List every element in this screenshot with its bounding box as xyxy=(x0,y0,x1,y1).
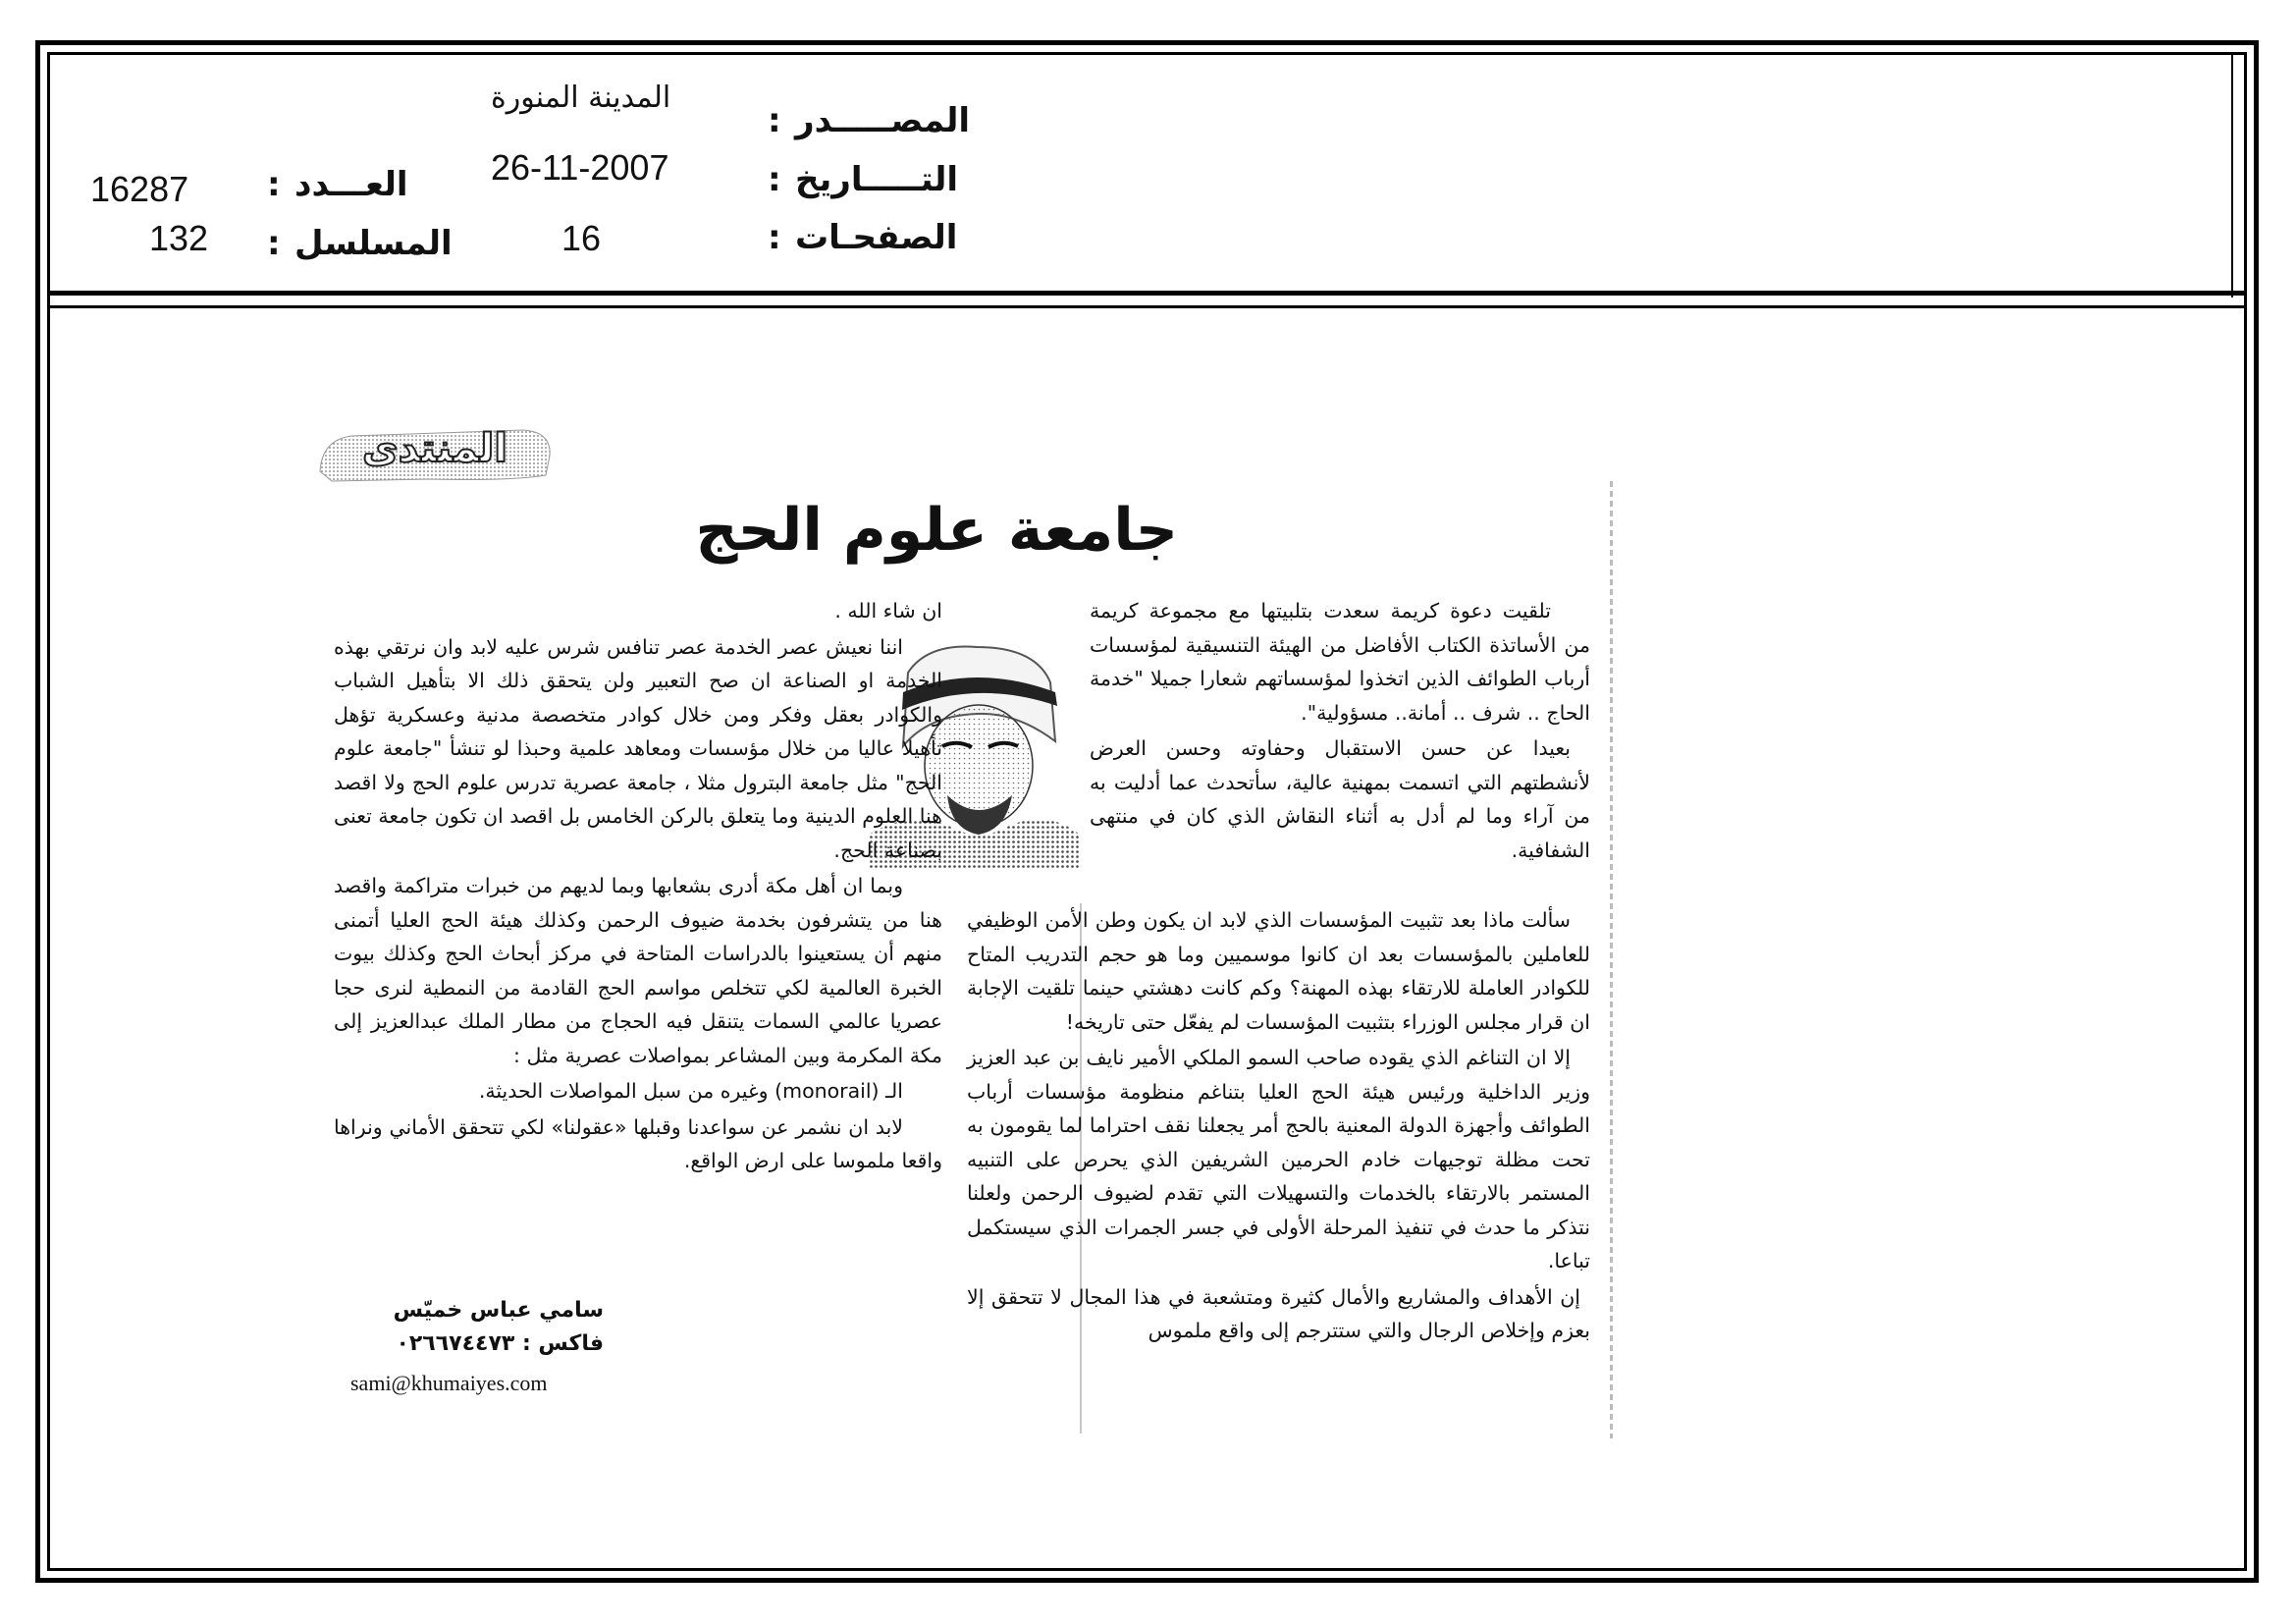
article-column-right xyxy=(1090,594,1590,869)
serial-label: المسلسل xyxy=(294,224,453,263)
date-label: التـــــاريخ xyxy=(795,160,959,199)
article-column-right-lower xyxy=(967,903,1590,1350)
pages-label: الصفحـات xyxy=(795,218,958,257)
source-label: المصـــــدر xyxy=(795,101,971,140)
article-column-left xyxy=(334,594,942,1180)
issue-colon: : xyxy=(267,165,281,204)
paragraph: اننا نعيش عصر الخدمة عصر تنافس شرس عليه لابد وان نرتقي بهذه الخدمة او الصناعة ان صح التعبير ولن يتحقق ذلك الا بتأهيل الشباب والكوادر بعقل وفكر ومن خلال كوادر متخصصة مدنية وعسكرية تؤهل تأهيلا عاليا من خلال مؤسسات ومعاهد علمية وحبذا لو تنشأ "جامعة علوم الحج" مثل جامعة البترول مثلا ، جامعة عصرية تدرس علوم الحج ولا اقصد هنا العلوم الدينية وما يتعلق بالركن الخامس بل اقصد ان تكون جامعة تعنى بصناعة الحج. xyxy=(334,634,942,862)
date-colon: : xyxy=(768,160,781,199)
author-email: sami@khumaiyes.com xyxy=(350,1371,548,1395)
serial-value: 132 xyxy=(149,218,209,258)
article-headline: جامعة علوم الحج xyxy=(695,496,1178,565)
section-masthead xyxy=(312,410,558,487)
author-fax: فاكس : ٠٢٦٦٧٤٤٧٣ xyxy=(396,1331,604,1356)
paragraph: الـ (monorail) وغيره من سبل المواصلات الحديثة. xyxy=(478,1079,903,1103)
paragraph: وبما ان أهل مكة أدرى بشعابها وبما لديهم من خبرات متراكمة واقصد هنا من يتشرفون بخدمة ضيوف الرحمن وكذلك هيئة الحج العليا أتمنى منهم أن يستعينوا بالدراسات المتاحة في مركز أبحاث الحج وكذلك بيوت الخبرة العالمية لكي تتخلص مواسم الحج القادمة من النمطية لنرى حجا عصريا عالمي السمات يتنقل فيه الحجاج من مطار الملك عبدالعزيز إلى مكة المكرمة وبين المشاعر بمواصلات عصرية مثل : xyxy=(334,874,942,1067)
paragraph: إن الأهداف والمشاريع والأمال كثيرة ومتشعبة في هذا المجال لا تتحقق إلا بعزم وإخلاص الرجال والتي ستترجم إلى واقع ملموس xyxy=(967,1284,1590,1342)
author-name: سامي عباس خميّس xyxy=(393,1298,604,1323)
pages-value: 16 xyxy=(561,218,602,258)
serial-colon: : xyxy=(267,224,281,263)
paragraph: تلقيت دعوة كريمة سعدت بتلبيتها مع مجموعة كريمة من الأساتذة الكتاب الأفاضل من الهيئة التنسيقية لمؤسسات أرباب الطوائف الذين اتخذوا لمؤسساتهم شعارا جميلا "خدمة الحاج .. شرف .. أمانة.. مسؤولية". xyxy=(1090,599,1590,725)
issue-label: العـــدد xyxy=(294,165,408,204)
header-margin-line xyxy=(2231,52,2233,298)
paragraph: لابد ان نشمر عن سواعدنا وقبلها «عقولنا» لكي تتحقق الأماني ونراها واقعا ملموسا على ارض الواقع. xyxy=(334,1114,942,1172)
paragraph: بعيدا عن حسن الاستقبال وحفاوته وحسن العرض لأنشطتهم التي اتسمت بمهنية عالية، سأتحدث عما أدليت به من آراء وما لم أدل به أثناء النقاش الذي كان في منتهى الشفافية. xyxy=(1090,736,1590,862)
page-edge xyxy=(1610,481,1613,1438)
pages-colon: : xyxy=(768,218,781,257)
issue-value: 16287 xyxy=(90,169,189,209)
paragraph: إلا ان التناغم الذي يقوده صاحب السمو الملكي الأمير نايف بن عبد العزيز وزير الداخلية ورئيس هيئة الحج العليا بتناغم منظومة مؤسسات أرباب الطوائف وأجهزة الدولة المعنية بالحج أمر يجعلنا نقف احتراما لما يقومون به تحت مظلة توجيهات خادم الحرمين الشريفين الذي يحرص على التنبيه المستمر بالارتقاء بالخدمات والتسهيلات التي تقدم لضيوف الرحمن ولعلنا نتذكر ما حدث في تنفيذ المرحلة الأولى في جسر الجمرات الذي سيستكمل تباعا. xyxy=(967,1046,1590,1272)
paragraph: سألت ماذا بعد تثبيت المؤسسات الذي لابد ان يكون وطن الأمن الوظيفي للعاملين بالمؤسسات بعد ان كانوا موسميين وما هو حجم التدريب المتاح للكوادر العاملة للارتقاء بهذه المهنة؟ وكم كانت دهشتي حينما تلقيت الإجابة ان قرار مجلس الوزراء بتثبيت المؤسسات لم يفعّل حتى تاريخه! xyxy=(967,908,1590,1034)
source-colon: : xyxy=(768,101,781,140)
section-title: المنتدى xyxy=(362,426,507,471)
source-value: المدينة المنورة xyxy=(491,81,671,115)
author-signature xyxy=(348,1294,604,1361)
date-value: 26-11-2007 xyxy=(491,147,669,188)
paragraph: ان شاء الله . xyxy=(834,599,942,623)
header-divider-thin xyxy=(47,305,2247,308)
header-divider xyxy=(47,291,2247,296)
